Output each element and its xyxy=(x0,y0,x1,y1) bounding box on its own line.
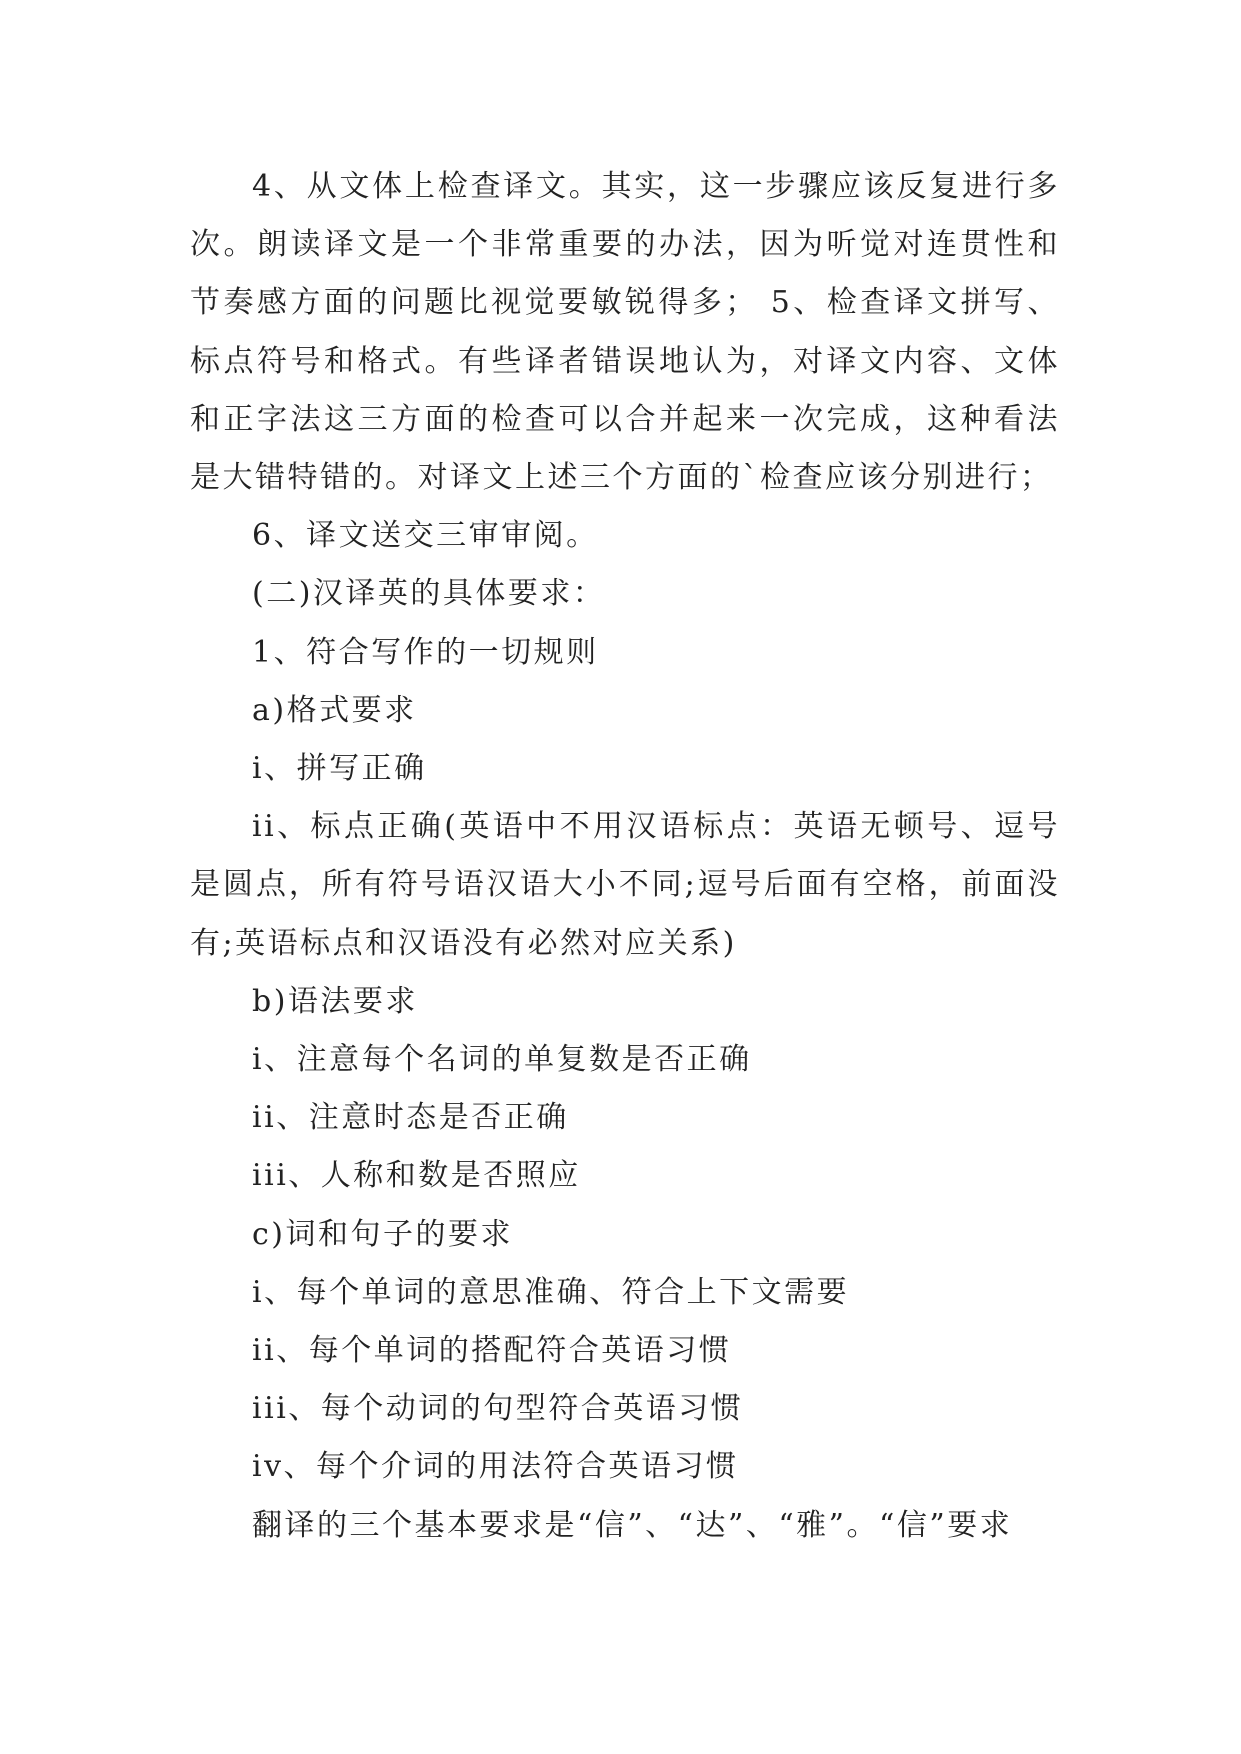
list-item-words-sentences: c)词和句子的要求 xyxy=(252,1216,514,1252)
list-item-person-number: iii、人称和数是否照应 xyxy=(252,1158,581,1194)
list-item-tense: ii、注意时态是否正确 xyxy=(252,1100,569,1136)
list-item-spelling: i、拼写正确 xyxy=(252,751,427,787)
paragraph-third-review: 6、译文送交三审审阅。 xyxy=(252,518,599,554)
section-heading-requirements: (二)汉译英的具体要求： xyxy=(252,576,606,612)
list-item-punctuation: ii、标点正确(英语中不用汉语标点：英语无顿号、逗号是圆点，所有符号语汉语大小不同;逗号后面有空格，前面没有;英语标点和汉语没有必然对应关系) xyxy=(190,809,1060,961)
list-item-noun-number: i、注意每个名词的单复数是否正确 xyxy=(252,1042,752,1078)
list-item-grammar: b)语法要求 xyxy=(252,983,418,1019)
list-item-prepositions: iv、每个介词的用法符合英语习惯 xyxy=(252,1449,739,1485)
document-body xyxy=(190,158,1060,1555)
list-item-collocation: ii、每个单词的搭配符合英语习惯 xyxy=(252,1333,732,1369)
list-item-format: a)格式要求 xyxy=(252,692,417,728)
list-item-word-meaning: i、每个单词的意思准确、符合上下文需要 xyxy=(252,1274,850,1310)
list-item-writing-rules: 1、符合写作的一切规则 xyxy=(252,634,599,670)
list-item-verb-patterns: iii、每个动词的句型符合英语习惯 xyxy=(252,1391,744,1427)
paragraph-translation-criteria: 翻译的三个基本要求是“信”、“达”、“雅”。“信”要求 xyxy=(252,1507,1013,1543)
paragraph-stylistic-check: 4、从文体上检查译文。其实，这一步骤应该反复进行多次。朗读译文是一个非常重要的办法，因为听觉对连贯性和节奏感方面的问题比视觉要敏锐得多； 5、检查译文拼写、标点符号和格式。有些译者错误地认为，对译文内容、文体和正字法这三方面的检查可以合并起来一次完成，这种看法是大错特错的。对译文上述三个方面的`检查应该分别进行； xyxy=(190,169,1060,496)
